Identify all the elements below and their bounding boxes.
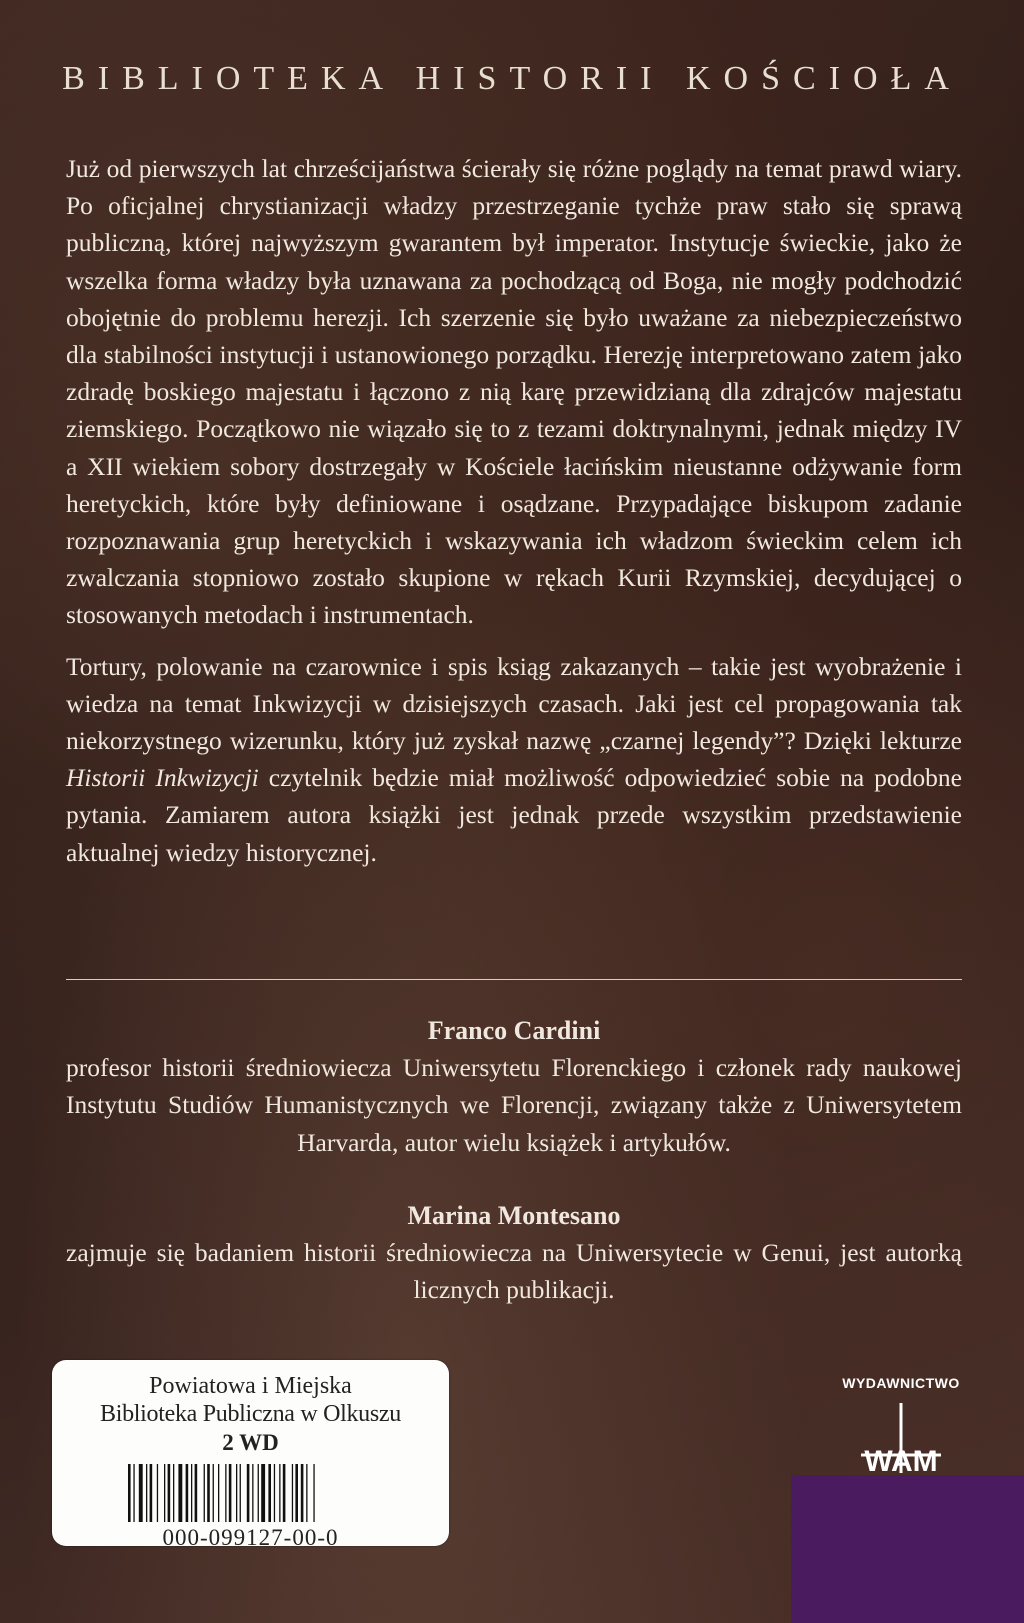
description — [66, 150, 962, 871]
barcode-number: 000-099127-00-0 — [162, 1525, 339, 1550]
author-bio: profesor historii średniowiecza Uniwersytetu Florenckiego i członek rady naukowej Instytutu Studiów Humanistycznych we Florencji, związany także z Uniwersytetem Harvarda, autor wielu książek i artykułów. — [66, 1053, 962, 1157]
series-title: BIBLIOTEKA HISTORII KOŚCIOŁA — [62, 60, 962, 97]
description-paragraph-2-start: Tortury, polowanie na czarownice i spis ksiąg zakazanych – takie jest wyobrażenie i wiedza na temat Inkwizycji w dzisiejszych czasach. Jaki jest cel propagowania tak niekorzystnego wizerunku, który już zyskał nazwę „czarnej legendy”? Dzięki lekturze — [66, 651, 962, 756]
author-block-1 — [66, 1012, 962, 1161]
author-name: Franco Cardini — [427, 1016, 601, 1045]
library-label — [52, 1360, 449, 1550]
barcode-icon — [126, 1464, 376, 1522]
publisher-block — [826, 1375, 976, 1475]
description-paragraph-2 — [66, 648, 962, 871]
shelf-code: 2 WD — [222, 1430, 279, 1455]
description-paragraph-2-end: czytelnik będzie miał możliwość odpowiedzieć sobie na podobne pytania. Zamiarem autora książki jest jednak przede wszystkim przedstawienie aktualnej wiedzy historycznej. — [66, 763, 962, 867]
library-name-line-2: Biblioteka Publiczna w Olkuszu — [100, 1401, 401, 1427]
purple-band — [791, 1475, 1024, 1623]
author-bio: zajmuje się badaniem historii średniowiecza na Uniwersytecie w Genui, jest autorką licznych publikacji. — [66, 1238, 962, 1305]
divider — [66, 979, 962, 980]
description-paragraph-1: Już od pierwszych lat chrześcijaństwa ścierały się różne poglądy na temat prawd wiary. Po oficjalnej chrystianizacji władzy przestrzeganie tychże praw stało się sprawą publiczną, której najwyższym gwarantem był imperator. Instytucje świeckie, jako że wszelka forma władzy była uznawana za pochodzącą od Boga, nie mogły podchodzić obojętnie do problemu herezji. Ich szerzenie się było uważane za niebezpieczeństwo dla stabilności instytucji i ustanowionego porządku. Herezję interpretowano zatem jako zdradę boskiego majestatu i łączono z nią karę przewidzianą dla zdrajców majestatu ziemskiego. Początkowo nie wiązało się to z tezami doktrynalnymi, jednak między IV a XII wiekiem sobory dostrzegały w Kościele łacińskim nieustanne odżywanie form heretyckich, które były definiowane i osądzane. Przypadające biskupom zadanie rozpoznawania grup heretyckich i wskazywania ich władzom świeckim celem ich zwalczania stopniowo zostało skupione w rękach Kurii Rzymskiej, decydującej o stosowanych metodach i instrumentach. — [66, 154, 962, 630]
author-name: Marina Montesano — [407, 1201, 621, 1230]
publisher-label: WYDAWNICTWO — [842, 1375, 960, 1391]
publisher-logo-text: WAM — [864, 1445, 938, 1475]
author-block-2 — [66, 1197, 962, 1309]
wam-logo-icon — [841, 1395, 961, 1475]
book-title-italic: Historii Inkwizycji — [66, 763, 259, 793]
library-name-line-1: Powiatowa i Miejska — [149, 1373, 352, 1399]
